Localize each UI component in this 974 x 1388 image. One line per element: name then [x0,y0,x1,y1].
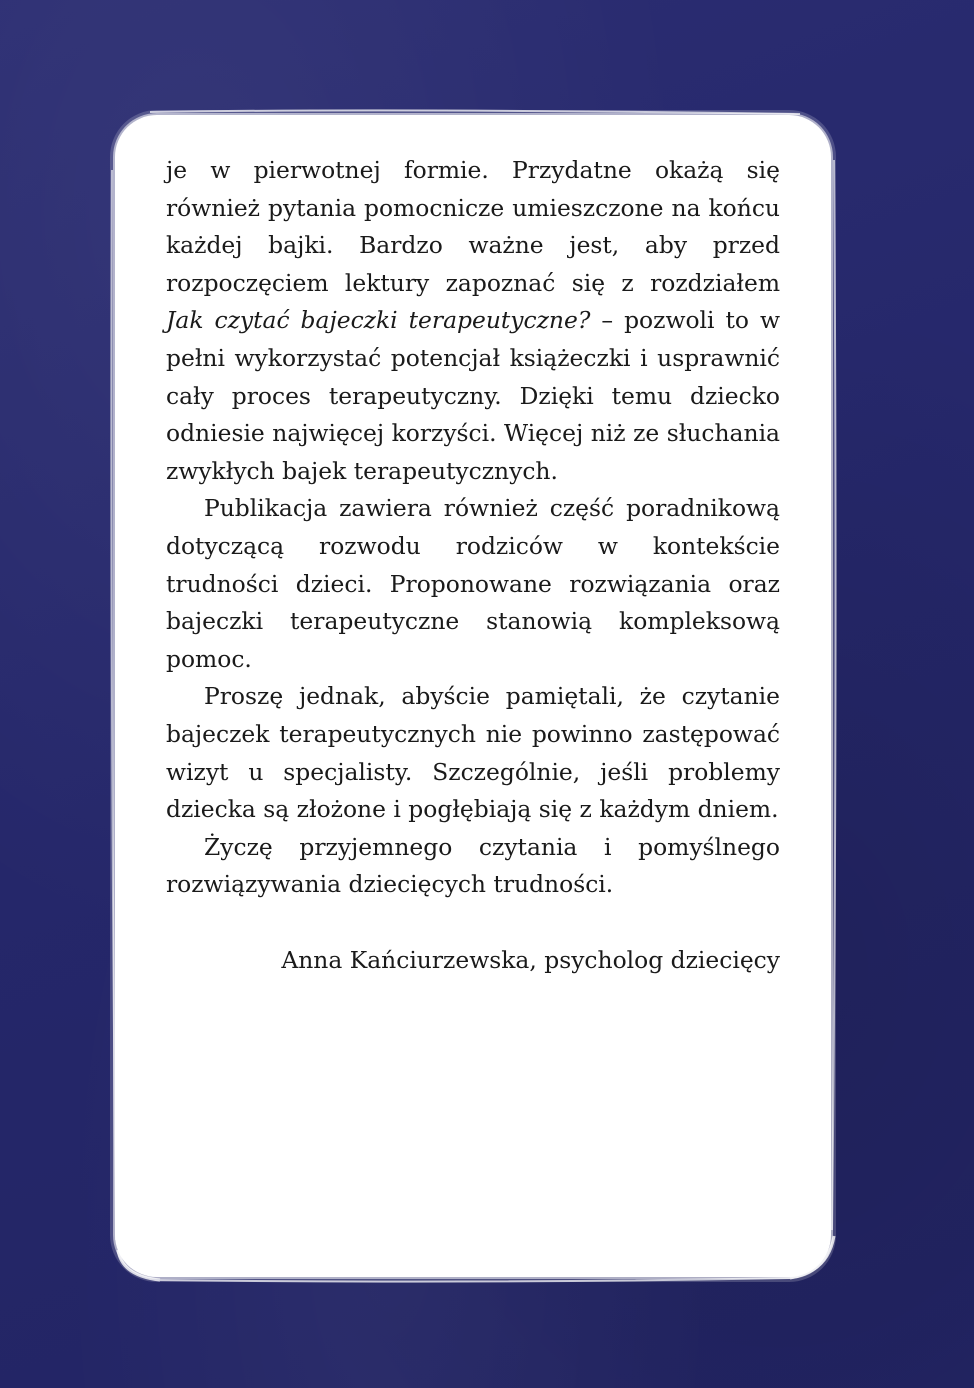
paragraph [166,829,780,904]
text-run: – pozwoli to w pełni wykorzystać potencjał książeczki i usprawnić cały proces terapeutyczny. Dzięki temu dziecko odniesie najwięcej korzyści. Więcej niż ze słuchania zwykłych bajek terapeutycznych. [166,306,780,485]
paragraph [166,490,780,678]
text-run: Publikacja zawiera również część poradnikową dotyczącą rozwodu rodziców w kontekście trudności dzieci. Proponowane rozwiązania oraz bajeczki terapeutyczne stanowią kompleksową pomoc. [166,494,780,673]
paragraph [166,152,780,490]
body-text [166,152,780,904]
italic-run: Jak czytać bajeczki terapeutyczne? [166,306,591,335]
text-run: je w pierwotnej formie. Przydatne okażą się również pytania pomocnicze umieszczone na końcu każdej bajki. Bardzo ważne jest, aby przed rozpoczęciem lektury zapoznać się z rozdziałem [166,156,780,297]
text-run: Życzę przyjemnego czytania i pomyślnego rozwiązywania dziecięcych trudności. [166,832,780,899]
text-run: Proszę jednak, abyście pamiętali, że czytanie bajeczek terapeutycznych nie powinno zastępować wizyt u specjalisty. Szczególnie, jeśli problemy dziecka są złożone i pogłębiają się z każdym dniem. [166,682,780,824]
author-signature: Anna Kańciurzewska, psycholog dziecięcy [281,946,780,974]
paragraph [166,678,780,828]
